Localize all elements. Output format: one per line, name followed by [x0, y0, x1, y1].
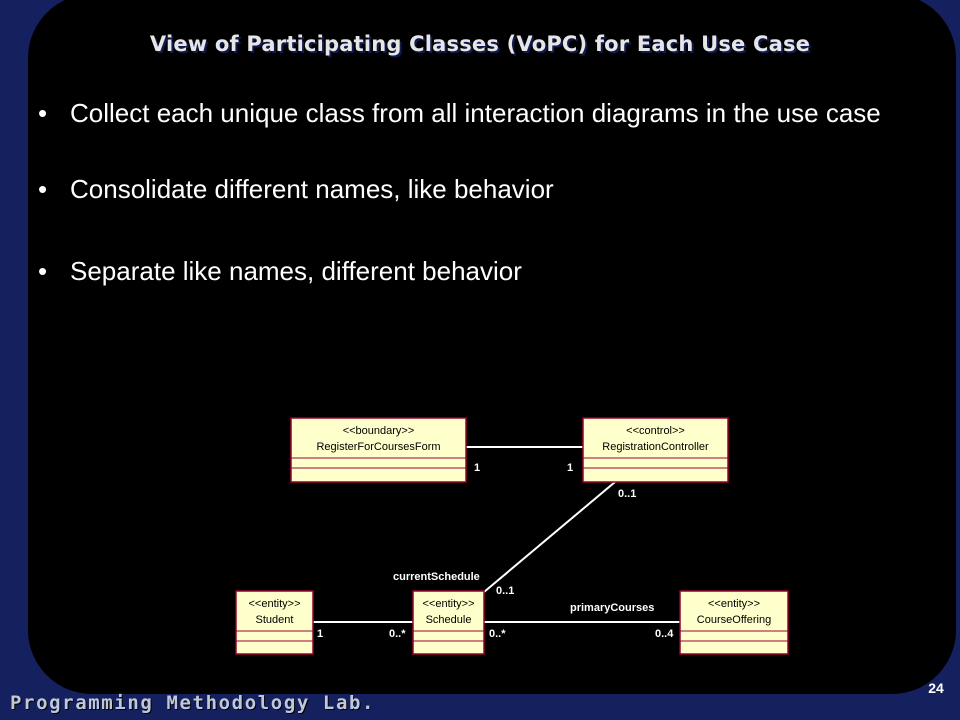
slide-title: View of Participating Classes (VoPC) for Each Use Case [149, 32, 811, 56]
class-name: RegistrationController [602, 441, 709, 453]
class-name: Schedule [425, 614, 472, 626]
multiplicity-controller: 1 [567, 462, 574, 474]
class-stereotype: <<entity>> [708, 598, 760, 610]
multiplicity-form: 1 [474, 462, 481, 474]
bullet-text: Consolidate different names, like behavior [70, 174, 554, 204]
multiplicity-schedule-controller: 0..1 [496, 585, 515, 597]
class-registration-controller [583, 418, 728, 482]
class-stereotype: <<control>> [626, 425, 685, 437]
class-name: RegisterForCoursesForm [316, 441, 441, 453]
role-primary-courses: primaryCourses [570, 602, 655, 614]
bullet-dot: • [38, 174, 48, 204]
footer-lab-name: Programming Methodology Lab. [10, 692, 376, 714]
association-controller-schedule [484, 482, 615, 592]
multiplicity-offering: 0..4 [655, 628, 674, 640]
class-schedule [413, 591, 484, 654]
class-name: CourseOffering [696, 614, 772, 626]
role-current-schedule: currentSchedule [393, 571, 480, 583]
class-student [236, 591, 313, 654]
bullet-dot: • [38, 98, 48, 128]
class-stereotype: <<entity>> [422, 598, 475, 610]
class-name: Student [255, 614, 294, 626]
class-stereotype: <<boundary>> [342, 425, 415, 437]
class-register-form [291, 418, 466, 482]
bullet-text: Separate like names, different behavior [70, 256, 522, 286]
class-course-offering [680, 591, 788, 654]
bullet-dot: • [38, 256, 48, 286]
bullet-text: Collect each unique class from all interaction diagrams in the use case [70, 98, 881, 128]
multiplicity-schedule-student: 0..* [389, 628, 406, 640]
multiplicity-controller-schedule: 0..1 [618, 488, 637, 500]
page-number: 24 [928, 680, 944, 696]
multiplicity-schedule-offering: 0..* [489, 628, 506, 640]
multiplicity-student: 1 [317, 628, 324, 640]
class-stereotype: <<entity>> [248, 598, 301, 610]
